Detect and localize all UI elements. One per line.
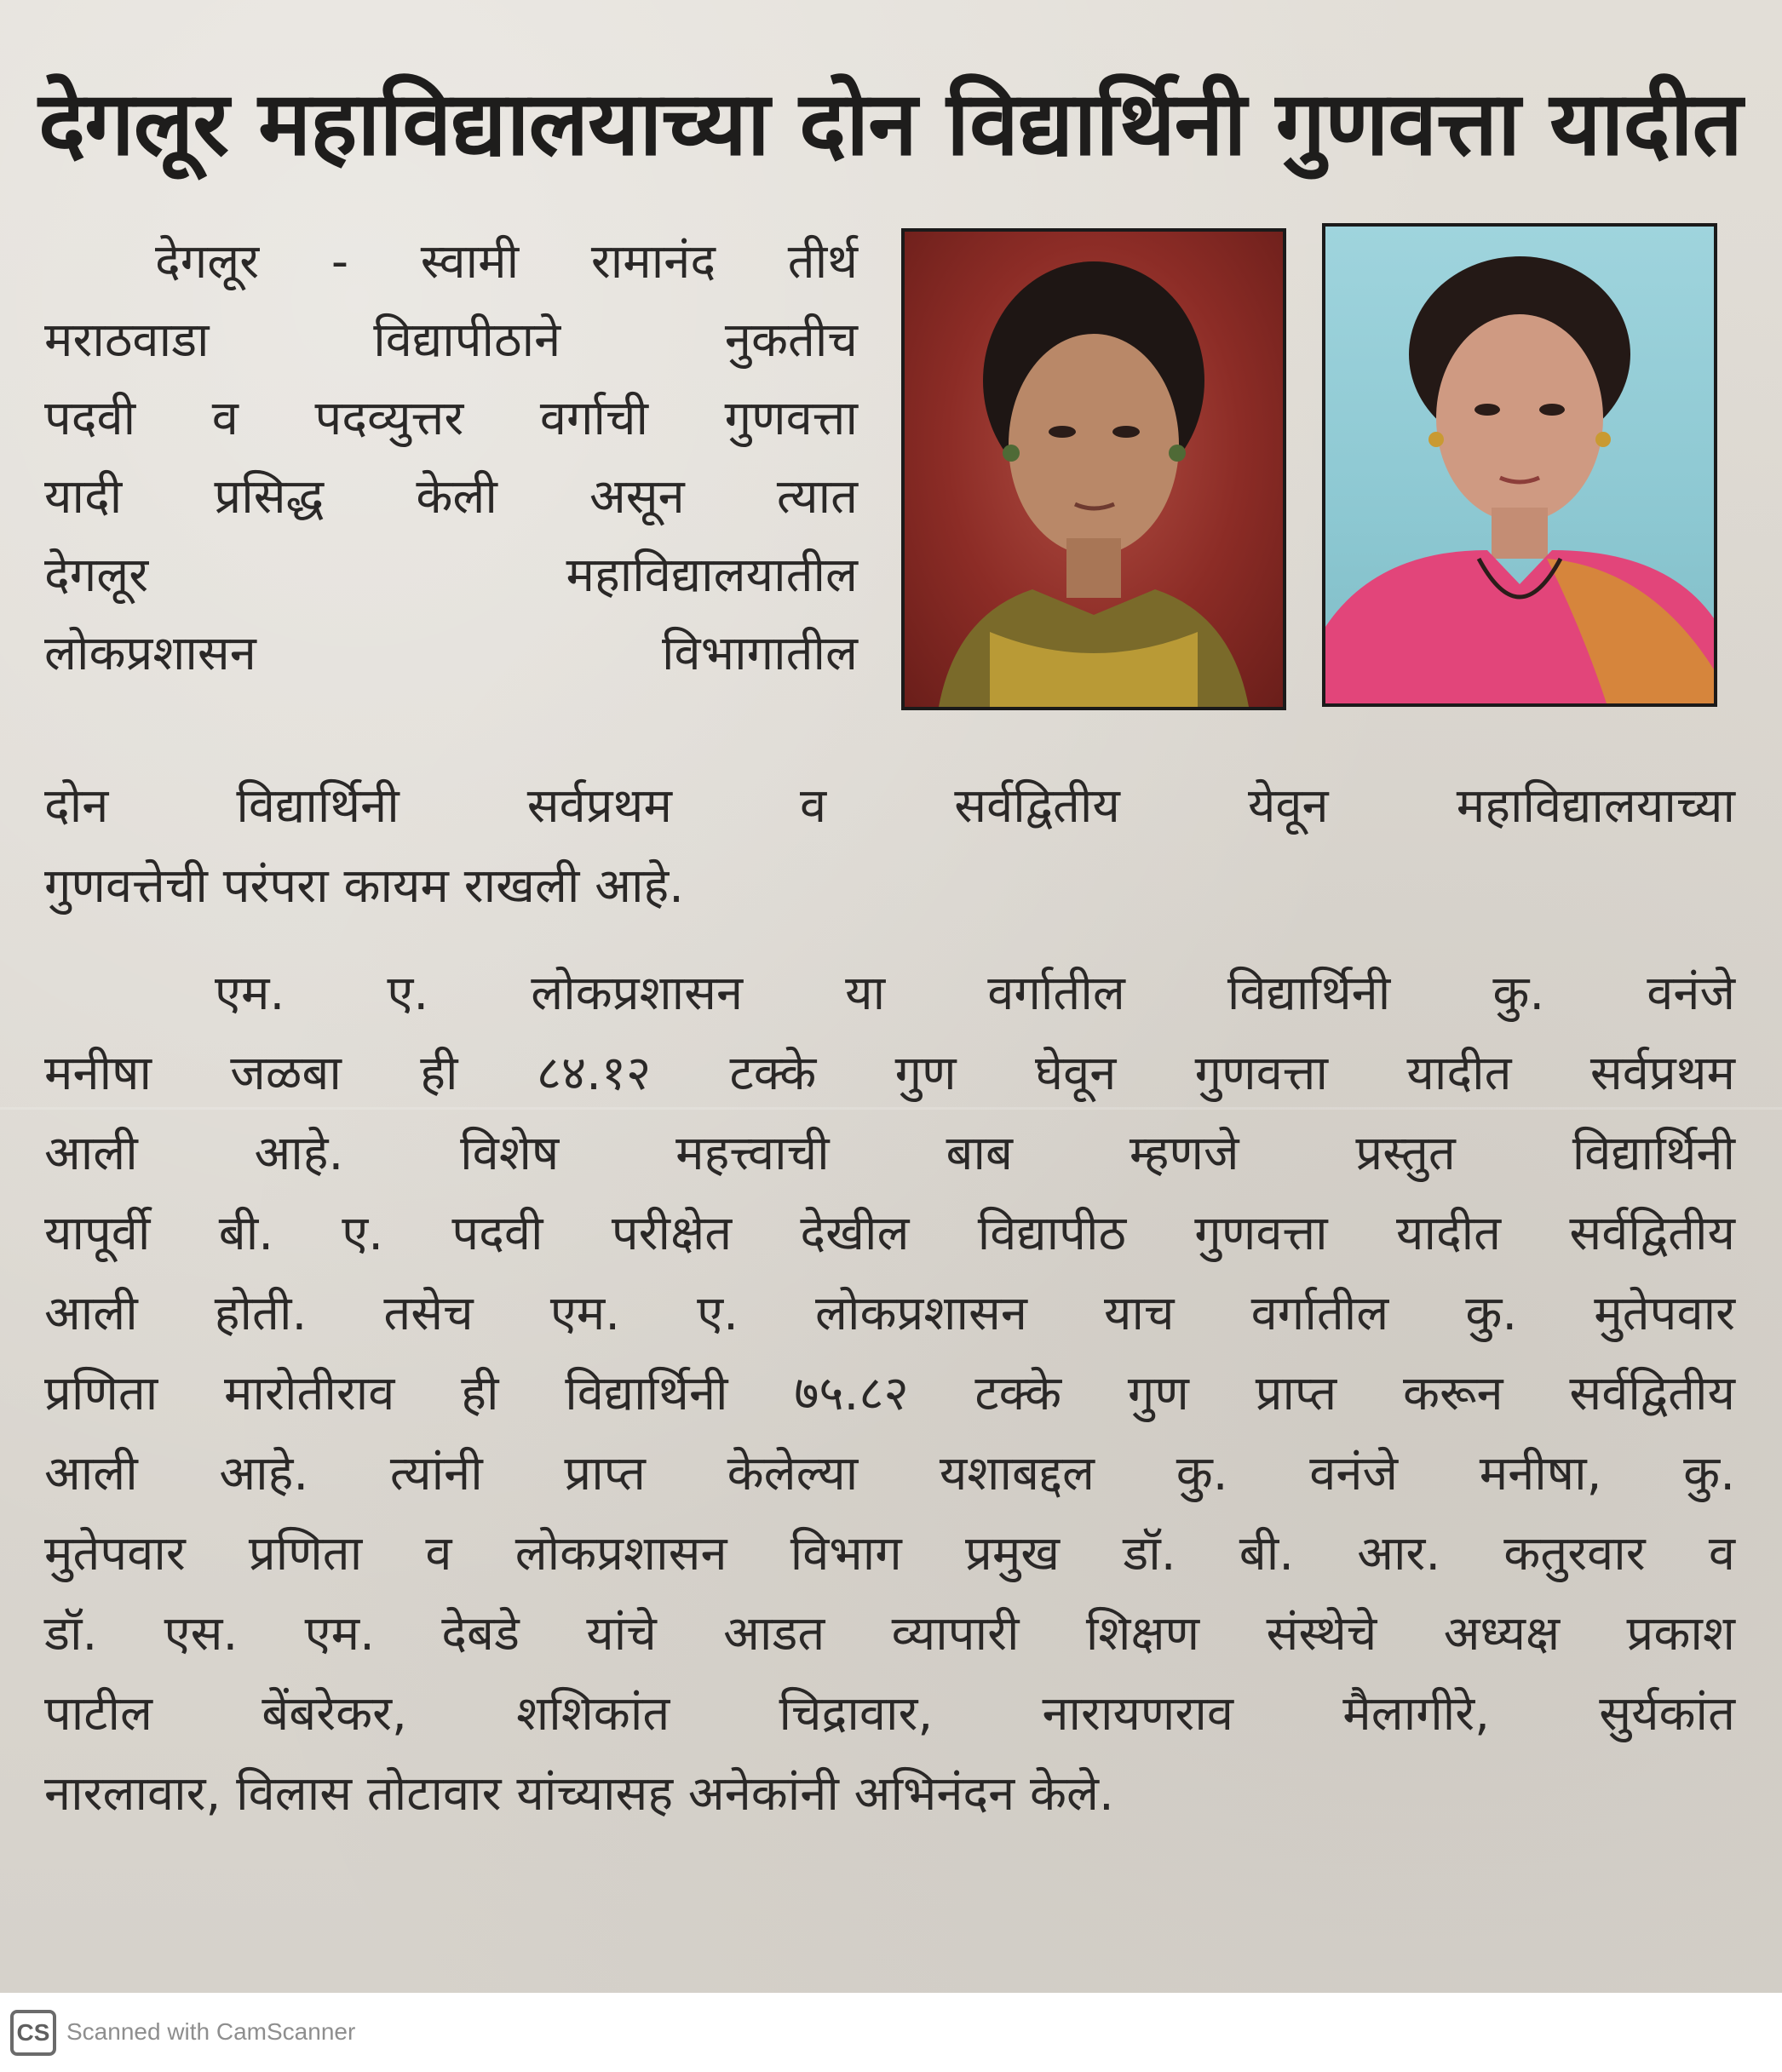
paragraph-line: मनीषा जळबा ही ८४.१२ टक्के गुण घेवून गुणवत्ता यादीत सर्वप्रथम xyxy=(44,1046,1735,1101)
portrait-image-1 xyxy=(905,232,1283,707)
article-paragraph-2 xyxy=(44,954,1735,1834)
camscanner-watermark-text: Scanned with CamScanner xyxy=(66,2018,356,2045)
portrait-image-2 xyxy=(1325,227,1714,703)
intro-line: मराठवाडा विद्यापीठाने नुकतीच xyxy=(44,313,858,368)
intro-line: देगलूर महाविद्यालयातील xyxy=(44,548,858,603)
intro-line: पदवी व पदव्युत्तर वर्गाची गुणवत्ता xyxy=(44,391,858,446)
paragraph-line: मुतेपवार प्रणिता व लोकप्रशासन विभाग प्रमुख डॉ. बी. आर. कतुरवार व xyxy=(44,1526,1735,1581)
paragraph-line: प्रणिता मारोतीराव ही विद्यार्थिनी ७५.८२ टक्के गुण प्राप्त करून सर्वद्वितीय xyxy=(44,1366,1735,1421)
student-photo-1 xyxy=(901,228,1286,710)
article-intro-column xyxy=(44,223,858,693)
scanner-watermark-bar xyxy=(0,1993,1782,2072)
paragraph-line: गुणवत्तेची परंपरा कायम राखली आहे. xyxy=(44,858,684,914)
paragraph-line: आली आहे. त्यांनी प्राप्त केलेल्या यशाबद्दल कु. वनंजे मनीषा, कु. xyxy=(44,1446,1735,1501)
paragraph-line: आली आहे. विशेष महत्त्वाची बाब म्हणजे प्रस्तुत विद्यार्थिनी xyxy=(44,1126,1735,1181)
student-photo-2 xyxy=(1322,223,1717,707)
article-headline: देगलूर महाविद्यालयाच्या दोन विद्यार्थिनी गुणवत्ता यादीत xyxy=(38,72,1742,175)
paragraph-line: पाटील बेंबरेकर, शशिकांत चिद्रावार, नारायणराव मैलागीरे, सुर्यकांत xyxy=(44,1686,1735,1742)
intro-line: यादी प्रसिद्ध केली असून त्यात xyxy=(44,469,858,525)
paragraph-line: दोन विद्यार्थिनी सर्वप्रथम व सर्वद्वितीय येवून महाविद्यालयाच्या xyxy=(44,778,1735,834)
intro-line: देगलूर - स्वामी रामानंद तीर्थ xyxy=(155,234,858,290)
camscanner-logo-icon: CS xyxy=(10,2010,56,2056)
paragraph-line: डॉ. एस. एम. देबडे यांचे आडत व्यापारी शिक्षण संस्थेचे अध्यक्ष प्रकाश xyxy=(44,1606,1735,1662)
paragraph-line: यापूर्वी बी. ए. पदवी परीक्षेत देखील विद्यापीठ गुणवत्ता यादीत सर्वद्वितीय xyxy=(44,1206,1735,1261)
paragraph-line: आली होती. तसेच एम. ए. लोकप्रशासन याच वर्गातील कु. मुतेपवार xyxy=(44,1286,1735,1341)
paragraph-line: नारलावार, विलास तोटावार यांच्यासह अनेकांनी अभिनंदन केले. xyxy=(44,1766,1114,1822)
article-paragraph-1 xyxy=(44,766,1735,927)
paragraph-line: एम. ए. लोकप्रशासन या वर्गातील विद्यार्थिनी कु. वनंजे xyxy=(215,966,1735,1021)
intro-line: लोकप्रशासन विभागातील xyxy=(44,626,858,681)
